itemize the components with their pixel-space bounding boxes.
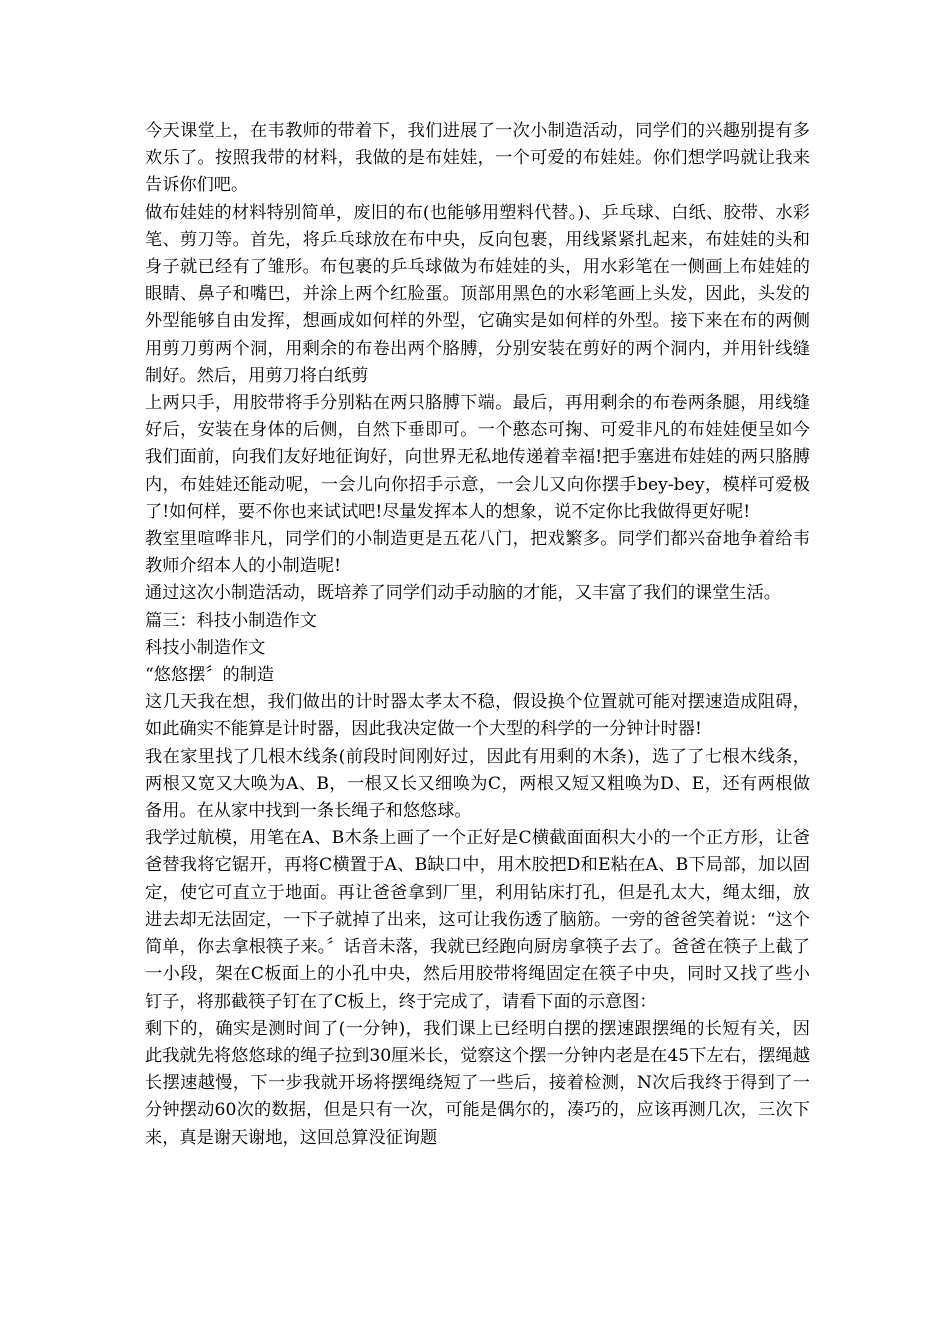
document-body [145, 118, 810, 1152]
paragraph-intro: 今天课堂上，在韦教师的带着下，我们进展了一次小制造活动，同学们的兴趣别提有多欢乐了。按照我带的材料，我做的是布娃娃，一个可爱的布娃娃。你们想学吗就让我来告诉你们吧。 [145, 121, 810, 196]
article-title: 科技小制造作文 [145, 637, 266, 658]
paragraph-testing: 剩下的，确实是测时间了(一分钟)，我们课上已经明白摆的摆速跟摆绳的长短有关，因此我就先将悠悠球的绳子拉到30厘米长，觉察这个摆一分钟内老是在45下左右，摆绳越长摆速越慢，下一步我就开场将摆绳绕短了一些后，接着检测，N次后我终于得到了一分钟摆动60次的数据，但是只有一次，可能是偶尔的，凑巧的，应该再测几次，三次下来，真是谢天谢地，这回总算没征询题 [145, 1018, 810, 1148]
paragraph-materials: 做布娃娃的材料特别简单，废旧的布(也能够用塑料代替。)、乒乓球、白纸、胶带、水彩笔、剪刀等。首先，将乒乓球放在布中央，反向包裹，用线紧紧扎起来，布娃娃的头和身子就已经有了雏形。布包裹的乒乓球做为布娃娃的头，用水彩笔在一侧画上布娃娃的眼睛、鼻子和嘴巴，并涂上两个红脸蛋。顶部用黑色的水彩笔画上头发，因此，头发的外型能够自由发挥，想画成如何样的外型，它确实是如何样的外型。接下来在布的两侧用剪刀剪两个洞，用剩余的布卷出两个胳膊，分别安装在剪好的两个洞内，并用针线缝制好。然后，用剪刀将白纸剪 [145, 202, 810, 386]
paragraph-conclusion: 通过这次小制造活动，既培养了同学们动手动脑的才能，又丰富了我们的课堂生活。 [145, 583, 781, 604]
paragraph-wood: 我在家里找了几根木线条(前段时间刚好过，因此有用剩的木条)，选了了七根木线条，两根又宽又大唤为A、B，一根又长又细唤为C，两根又短又粗唤为D、E，还有两根做备用。在从家中找到一条长绳子和悠悠球。 [145, 746, 810, 822]
paragraph-idea: 这几天我在想，我们做出的计时器太孝太不稳，假设换个位置就可能对摆速造成阻碍，如此确实不能算是计时器，因此我决定做一个大型的科学的一分钟计时器! [145, 692, 810, 740]
paragraph-classroom: 教室里喧哗非凡，同学们的小制造更是五花八门，把戏繁多。同学们都兴奋地争着给韦教师介绍本人的小制造呢! [145, 529, 810, 577]
paragraph-build: 我学过航模，用笔在A、B木条上画了一个正好是C横截面面积大小的一个正方形，让爸爸替我将它锯开，再将C横置于A、B缺口中，用木胶把D和E粘在A、B下局部，加以固定，使它可直立于地面。再让爸爸拿到厂里，利用钻床打孔，但是孔太大，绳太细，放进去却无法固定，一下子就掉了出来，这可让我伤透了脑筋。一旁的爸爸笑着说：“这个简单，你去拿根筷子来。〞话音未落，我就已经跑向厨房拿筷子去了。爸爸在筷子上截了一小段，架在C板面上的小孔中央，然后用胶带将绳固定在筷子中央，同时又找了些小钉子，将那截筷子钉在了C板上，终于完成了，请看下面的示意图： [145, 828, 810, 1012]
article-subtitle: “悠悠摆〞的制造 [145, 665, 275, 686]
paragraph-steps: 上两只手，用胶带将手分别粘在两只胳膊下端。最后，再用剩余的布卷两条腿，用线缝好后，安装在身体的后侧，自然下垂即可。一个憨态可掬、可爱非凡的布娃娃便呈如今我们面前，向我们友好地征询好，向世界无私地传递着幸福!把手塞进布娃娃的两只胳膊内，布娃娃还能动呢，一会儿向你招手示意，一会儿又向你摆手bey-bey，模样可爱极了!如何样，要不你也来试试吧!尽量发挥本人的想象，说不定你比我做得更好呢! [145, 393, 810, 522]
section-heading: 篇三：科技小制造作文 [145, 610, 317, 631]
